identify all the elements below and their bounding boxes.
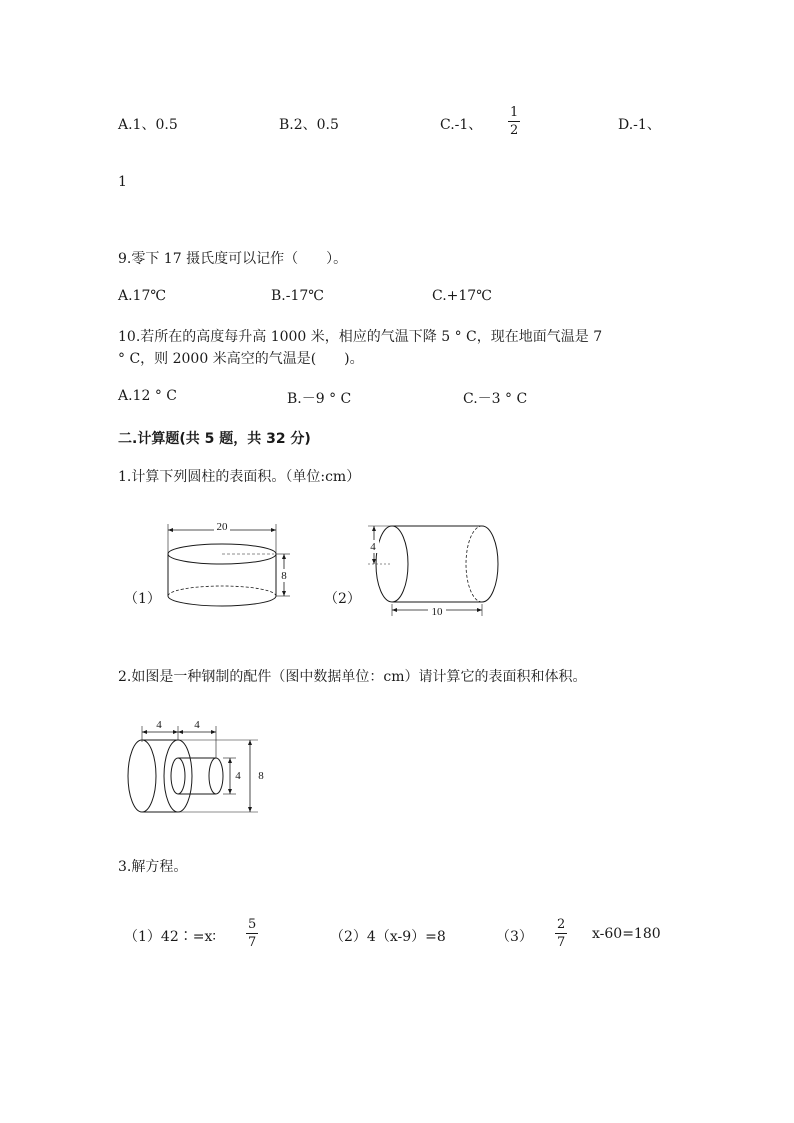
cylinder-figure-2 (360, 520, 510, 620)
equation-1-prefix: （1）42∶=x∶ (124, 929, 216, 945)
length-label: 10 (431, 606, 443, 618)
q8-option-d-wrap: 1 (118, 174, 127, 190)
q9-option-a: A.17℃ (118, 288, 167, 304)
outer-diameter-label: 8 (258, 770, 264, 782)
q10-option-a: A.12 ° C (118, 388, 177, 404)
fraction-numerator: 1 (510, 105, 519, 120)
equation-3-prefix: （3） (496, 929, 533, 945)
q9-option-b: B.-17℃ (271, 288, 324, 304)
steel-part-figure (120, 716, 270, 820)
left-width-label: 4 (156, 719, 162, 731)
fraction-numerator: 5 (248, 917, 257, 932)
fraction-numerator: 2 (557, 917, 566, 932)
inner-diameter-label: 4 (235, 770, 241, 782)
q10-question-line2: ° C，则 2000 米高空的气温是( )。 (118, 351, 364, 367)
q8-option-c-fraction (508, 106, 520, 137)
calc1-question: 1.计算下列圆柱的表面积。（单位:cm） (118, 469, 361, 485)
right-width-label: 4 (194, 719, 200, 731)
calc1-fig2-label: （2） (324, 591, 361, 607)
q9-question: 9.零下 17 摄氏度可以记作（ ）。 (118, 251, 348, 267)
equation-1-fraction (246, 918, 258, 949)
q10-option-b: B.－9 ° C (287, 391, 352, 407)
fraction-denominator: 7 (248, 935, 257, 950)
q10-question-line1: 10.若所在的高度每升高 1000 米，相应的气温下降 5 ° C，现在地面气温是 7 (118, 329, 603, 345)
radius-label: 4 (370, 541, 376, 553)
fraction-denominator: 2 (510, 123, 519, 138)
equation-3-suffix: x-60=180 (592, 926, 661, 942)
q8-option-c: C.-1、 (440, 117, 483, 133)
q8-option-d: D.-1、 (618, 117, 661, 133)
q10-option-c: C.－3 ° C (463, 391, 528, 407)
calc2-question: 2.如图是一种钢制的配件（图中数据单位：cm）请计算它的表面积和体积。 (118, 669, 587, 685)
equation-2: （2）4（x-9）=8 (330, 929, 446, 945)
equation-3-fraction (555, 918, 567, 949)
cylinder-figure-1 (160, 518, 300, 618)
calc3-question: 3.解方程。 (118, 859, 188, 875)
q8-option-a: A.1、0.5 (118, 117, 178, 133)
diameter-label: 20 (216, 521, 228, 533)
q9-option-c: C.+17℃ (432, 288, 492, 304)
section-title: 二.计算题(共 5 题，共 32 分) (118, 431, 311, 447)
calc1-fig1-label: （1） (124, 591, 161, 607)
height-label: 8 (281, 570, 287, 582)
q8-option-b: B.2、0.5 (279, 117, 339, 133)
fraction-denominator: 7 (557, 935, 566, 950)
